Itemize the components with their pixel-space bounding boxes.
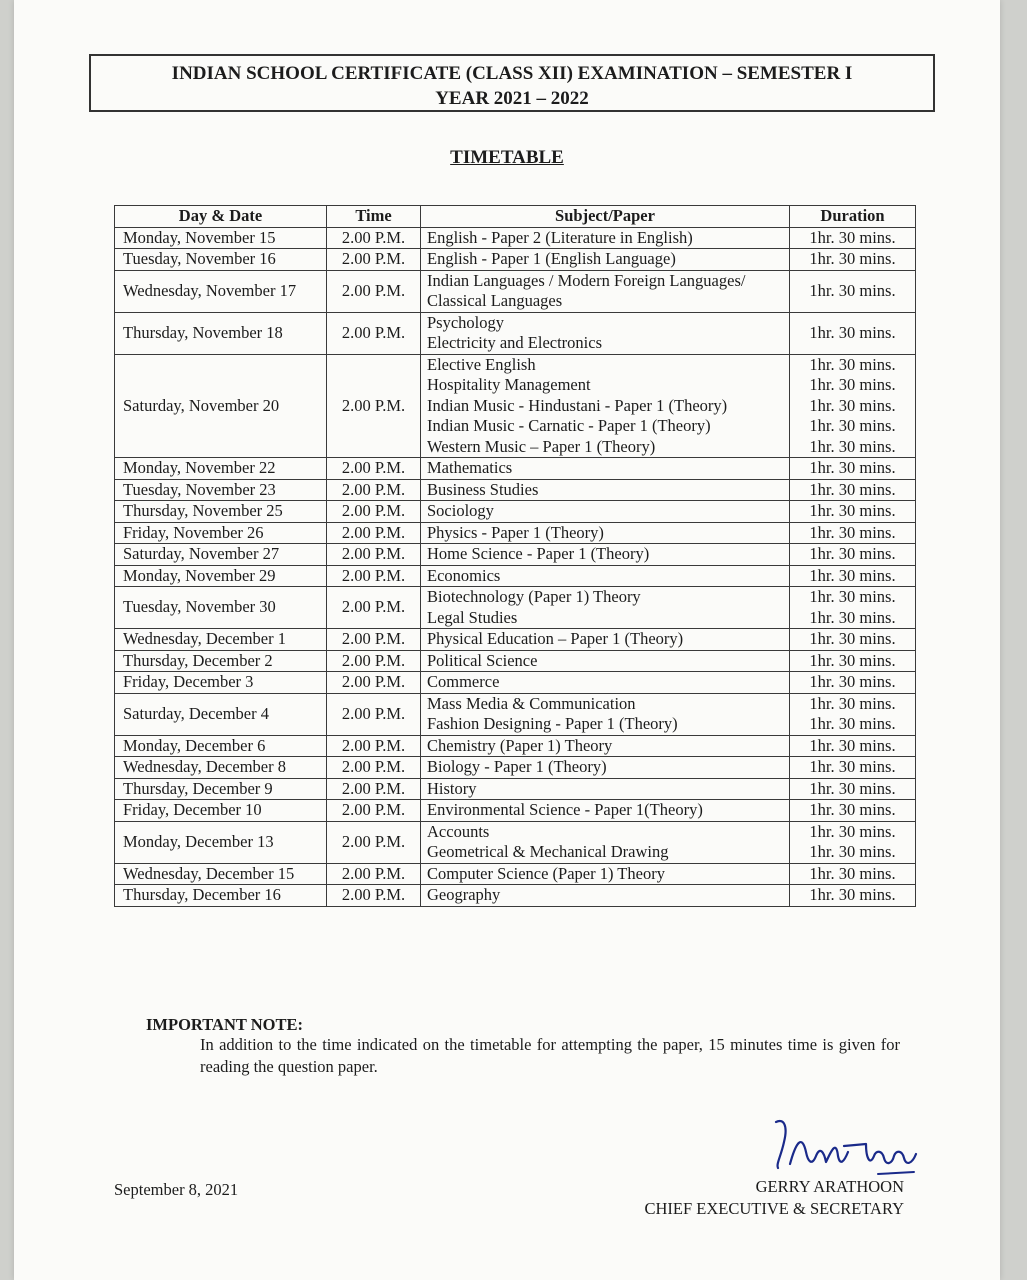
duration-line: 1hr. 30 mins. xyxy=(809,757,896,776)
cell-duration xyxy=(790,522,916,544)
cell-time: 2.00 P.M. xyxy=(327,565,421,587)
cell-subject xyxy=(421,458,790,480)
subject-line: Psychology xyxy=(427,312,505,332)
cell-duration xyxy=(790,249,916,271)
table-row xyxy=(115,479,916,501)
duration-line: 1hr. 30 mins. xyxy=(809,544,896,563)
table-row xyxy=(115,544,916,566)
cell-subject xyxy=(421,885,790,907)
table-row xyxy=(115,885,916,907)
cell-time: 2.00 P.M. xyxy=(327,821,421,863)
subject-line: Political Science xyxy=(427,650,538,670)
signatory-block xyxy=(645,1176,904,1220)
table-row xyxy=(115,587,916,629)
cell-day-date: Monday, December 6 xyxy=(115,735,327,757)
subject-line: Physics - Paper 1 (Theory) xyxy=(427,522,604,542)
exam-title-banner xyxy=(89,54,935,112)
note-title: IMPORTANT NOTE: xyxy=(146,1015,303,1034)
column-header-day: Day & Date xyxy=(115,206,327,228)
duration-line: 1hr. 30 mins. xyxy=(809,479,896,499)
cell-duration xyxy=(790,672,916,694)
subject-line: Chemistry (Paper 1) Theory xyxy=(427,735,613,755)
cell-day-date: Monday, December 13 xyxy=(115,821,327,863)
cell-day-date: Wednesday, December 15 xyxy=(115,863,327,885)
signatory-designation: CHIEF EXECUTIVE & SECRETARY xyxy=(644,1199,904,1218)
duration-line: 1hr. 30 mins. xyxy=(809,458,896,477)
cell-day-date: Wednesday, December 8 xyxy=(115,757,327,779)
subject-line: Computer Science (Paper 1) Theory xyxy=(427,863,665,883)
cell-subject xyxy=(421,270,790,312)
cell-duration xyxy=(790,565,916,587)
cell-subject xyxy=(421,735,790,757)
document-page xyxy=(14,0,1000,1280)
duration-line: 1hr. 30 mins. xyxy=(809,693,896,713)
subject-line: Elective English xyxy=(427,354,536,374)
cell-duration xyxy=(790,501,916,523)
duration-line: 1hr. 30 mins. xyxy=(809,436,896,456)
duration-line: 1hr. 30 mins. xyxy=(809,354,896,374)
subject-line: Biotechnology (Paper 1) Theory xyxy=(427,587,641,606)
cell-day-date: Friday, December 3 xyxy=(115,672,327,694)
cell-duration xyxy=(790,458,916,480)
duration-line: 1hr. 30 mins. xyxy=(809,672,896,691)
cell-subject xyxy=(421,249,790,271)
duration-line: 1hr. 30 mins. xyxy=(809,587,896,606)
cell-duration xyxy=(790,629,916,651)
table-row xyxy=(115,800,916,822)
cell-duration xyxy=(790,800,916,822)
duration-line: 1hr. 30 mins. xyxy=(809,885,896,904)
duration-line: 1hr. 30 mins. xyxy=(809,249,896,268)
timetable-table xyxy=(114,205,916,907)
column-header-duration: Duration xyxy=(790,206,916,228)
cell-subject xyxy=(421,672,790,694)
table-row xyxy=(115,672,916,694)
subject-line: Geometrical & Mechanical Drawing xyxy=(427,842,669,861)
cell-time: 2.00 P.M. xyxy=(327,501,421,523)
cell-time: 2.00 P.M. xyxy=(327,757,421,779)
subject-line: Indian Languages / Modern Foreign Languages/ xyxy=(427,270,746,290)
subject-line: Mass Media & Communication xyxy=(427,693,636,713)
cell-time: 2.00 P.M. xyxy=(327,800,421,822)
duration-line: 1hr. 30 mins. xyxy=(809,735,896,755)
table-row xyxy=(115,501,916,523)
subject-line: Business Studies xyxy=(427,479,539,499)
cell-subject xyxy=(421,863,790,885)
duration-line: 1hr. 30 mins. xyxy=(809,395,896,415)
duration-line: 1hr. 30 mins. xyxy=(809,650,896,670)
cell-day-date: Thursday, November 18 xyxy=(115,312,327,354)
cell-time: 2.00 P.M. xyxy=(327,587,421,629)
table-row xyxy=(115,629,916,651)
cell-time: 2.00 P.M. xyxy=(327,778,421,800)
duration-line: 1hr. 30 mins. xyxy=(809,522,896,542)
cell-time: 2.00 P.M. xyxy=(327,693,421,735)
issue-date: September 8, 2021 xyxy=(114,1180,239,1199)
cell-day-date: Monday, November 22 xyxy=(115,458,327,480)
cell-time: 2.00 P.M. xyxy=(327,672,421,694)
cell-day-date: Friday, November 26 xyxy=(115,522,327,544)
cell-subject xyxy=(421,629,790,651)
cell-time: 2.00 P.M. xyxy=(327,312,421,354)
table-row xyxy=(115,522,916,544)
cell-subject xyxy=(421,479,790,501)
cell-duration xyxy=(790,312,916,354)
cell-time: 2.00 P.M. xyxy=(327,735,421,757)
cell-day-date: Saturday, December 4 xyxy=(115,693,327,735)
table-row xyxy=(115,863,916,885)
cell-subject xyxy=(421,354,790,458)
exam-title-line1: INDIAN SCHOOL CERTIFICATE (CLASS XII) EXAMINATION – SEMESTER I xyxy=(171,63,853,84)
cell-duration xyxy=(790,227,916,249)
duration-line: 1hr. 30 mins. xyxy=(809,227,896,247)
cell-day-date: Wednesday, December 1 xyxy=(115,629,327,651)
table-row xyxy=(115,565,916,587)
cell-day-date: Tuesday, November 16 xyxy=(115,249,327,271)
subject-line: History xyxy=(427,778,477,798)
cell-subject xyxy=(421,650,790,672)
table-row xyxy=(115,821,916,863)
subject-line: Geography xyxy=(427,885,501,904)
duration-line: 1hr. 30 mins. xyxy=(809,322,896,342)
column-header-time: Time xyxy=(327,206,421,228)
duration-line: 1hr. 30 mins. xyxy=(809,863,896,883)
subject-line: Mathematics xyxy=(427,458,513,477)
cell-subject xyxy=(421,544,790,566)
timetable-body xyxy=(115,227,916,906)
cell-duration xyxy=(790,354,916,458)
timetable-heading: TIMETABLE xyxy=(450,147,564,168)
cell-subject xyxy=(421,693,790,735)
table-row xyxy=(115,458,916,480)
cell-duration xyxy=(790,650,916,672)
table-row xyxy=(115,227,916,249)
table-row xyxy=(115,650,916,672)
cell-time: 2.00 P.M. xyxy=(327,227,421,249)
table-row xyxy=(115,249,916,271)
cell-day-date: Tuesday, November 30 xyxy=(115,587,327,629)
subject-line: Physical Education – Paper 1 (Theory) xyxy=(427,629,684,648)
cell-duration xyxy=(790,757,916,779)
subject-line: Electricity and Electronics xyxy=(427,333,603,352)
cell-subject xyxy=(421,800,790,822)
cell-duration xyxy=(790,735,916,757)
cell-day-date: Tuesday, November 23 xyxy=(115,479,327,501)
duration-line: 1hr. 30 mins. xyxy=(809,501,896,520)
duration-line: 1hr. 30 mins. xyxy=(809,800,896,819)
table-row xyxy=(115,693,916,735)
cell-duration xyxy=(790,270,916,312)
duration-line: 1hr. 30 mins. xyxy=(809,280,896,300)
duration-line: 1hr. 30 mins. xyxy=(809,778,896,798)
cell-subject xyxy=(421,312,790,354)
cell-day-date: Thursday, December 2 xyxy=(115,650,327,672)
cell-day-date: Thursday, December 9 xyxy=(115,778,327,800)
duration-line: 1hr. 30 mins. xyxy=(809,714,896,733)
cell-time: 2.00 P.M. xyxy=(327,629,421,651)
subject-line: Indian Music - Hindustani - Paper 1 (Theory) xyxy=(427,395,728,415)
cell-subject xyxy=(421,587,790,629)
exam-title-line2: YEAR 2021 – 2022 xyxy=(435,88,589,109)
table-row xyxy=(115,270,916,312)
table-header-row xyxy=(115,206,916,228)
cell-subject xyxy=(421,821,790,863)
handwritten-signature xyxy=(766,1112,926,1178)
table-row xyxy=(115,312,916,354)
subject-line: Western Music – Paper 1 (Theory) xyxy=(427,436,656,456)
subject-line: Biology - Paper 1 (Theory) xyxy=(427,757,607,776)
subject-line: Economics xyxy=(427,565,501,585)
subject-line: Sociology xyxy=(427,501,494,520)
cell-day-date: Monday, November 29 xyxy=(115,565,327,587)
cell-duration xyxy=(790,778,916,800)
subject-line: Home Science - Paper 1 (Theory) xyxy=(427,544,650,563)
cell-time: 2.00 P.M. xyxy=(327,249,421,271)
duration-line: 1hr. 30 mins. xyxy=(809,821,896,841)
subject-line: Classical Languages xyxy=(427,291,563,310)
cell-day-date: Friday, December 10 xyxy=(115,800,327,822)
cell-time: 2.00 P.M. xyxy=(327,544,421,566)
cell-subject xyxy=(421,227,790,249)
cell-day-date: Thursday, November 25 xyxy=(115,501,327,523)
signatory-name: GERRY ARATHOON xyxy=(755,1177,904,1196)
cell-time: 2.00 P.M. xyxy=(327,650,421,672)
cell-time: 2.00 P.M. xyxy=(327,270,421,312)
cell-day-date: Wednesday, November 17 xyxy=(115,270,327,312)
cell-duration xyxy=(790,587,916,629)
cell-duration xyxy=(790,863,916,885)
cell-day-date: Saturday, November 20 xyxy=(115,354,327,458)
subject-line: English - Paper 1 (English Language) xyxy=(427,249,676,268)
subject-line: Accounts xyxy=(427,821,490,841)
subject-line: Legal Studies xyxy=(427,607,518,627)
table-row xyxy=(115,354,916,458)
cell-duration xyxy=(790,693,916,735)
duration-line: 1hr. 30 mins. xyxy=(809,842,896,861)
cell-time: 2.00 P.M. xyxy=(327,885,421,907)
cell-time: 2.00 P.M. xyxy=(327,458,421,480)
duration-line: 1hr. 30 mins. xyxy=(809,629,896,648)
cell-subject xyxy=(421,757,790,779)
cell-time: 2.00 P.M. xyxy=(327,479,421,501)
subject-line: Indian Music - Carnatic - Paper 1 (Theory) xyxy=(427,416,711,435)
cell-subject xyxy=(421,522,790,544)
cell-subject xyxy=(421,565,790,587)
table-row xyxy=(115,757,916,779)
column-header-subject: Subject/Paper xyxy=(421,206,790,228)
duration-line: 1hr. 30 mins. xyxy=(809,416,896,435)
subject-line: Hospitality Management xyxy=(427,375,591,394)
cell-day-date: Thursday, December 16 xyxy=(115,885,327,907)
cell-time: 2.00 P.M. xyxy=(327,863,421,885)
cell-subject xyxy=(421,778,790,800)
subject-line: Fashion Designing - Paper 1 (Theory) xyxy=(427,714,678,733)
duration-line: 1hr. 30 mins. xyxy=(809,607,896,627)
cell-time: 2.00 P.M. xyxy=(327,522,421,544)
cell-day-date: Saturday, November 27 xyxy=(115,544,327,566)
cell-subject xyxy=(421,501,790,523)
subject-line: Commerce xyxy=(427,672,500,691)
cell-duration xyxy=(790,821,916,863)
cell-duration xyxy=(790,479,916,501)
subject-line: English - Paper 2 (Literature in English) xyxy=(427,227,693,247)
cell-duration xyxy=(790,885,916,907)
cell-duration xyxy=(790,544,916,566)
table-row xyxy=(115,735,916,757)
subject-line: Environmental Science - Paper 1(Theory) xyxy=(427,800,703,819)
duration-line: 1hr. 30 mins. xyxy=(809,565,896,585)
table-row xyxy=(115,778,916,800)
cell-day-date: Monday, November 15 xyxy=(115,227,327,249)
duration-line: 1hr. 30 mins. xyxy=(809,375,896,394)
note-body: In addition to the time indicated on the timetable for attempting the paper, 15 minutes time is given for reading the question paper. xyxy=(200,1035,900,1076)
cell-time: 2.00 P.M. xyxy=(327,354,421,458)
